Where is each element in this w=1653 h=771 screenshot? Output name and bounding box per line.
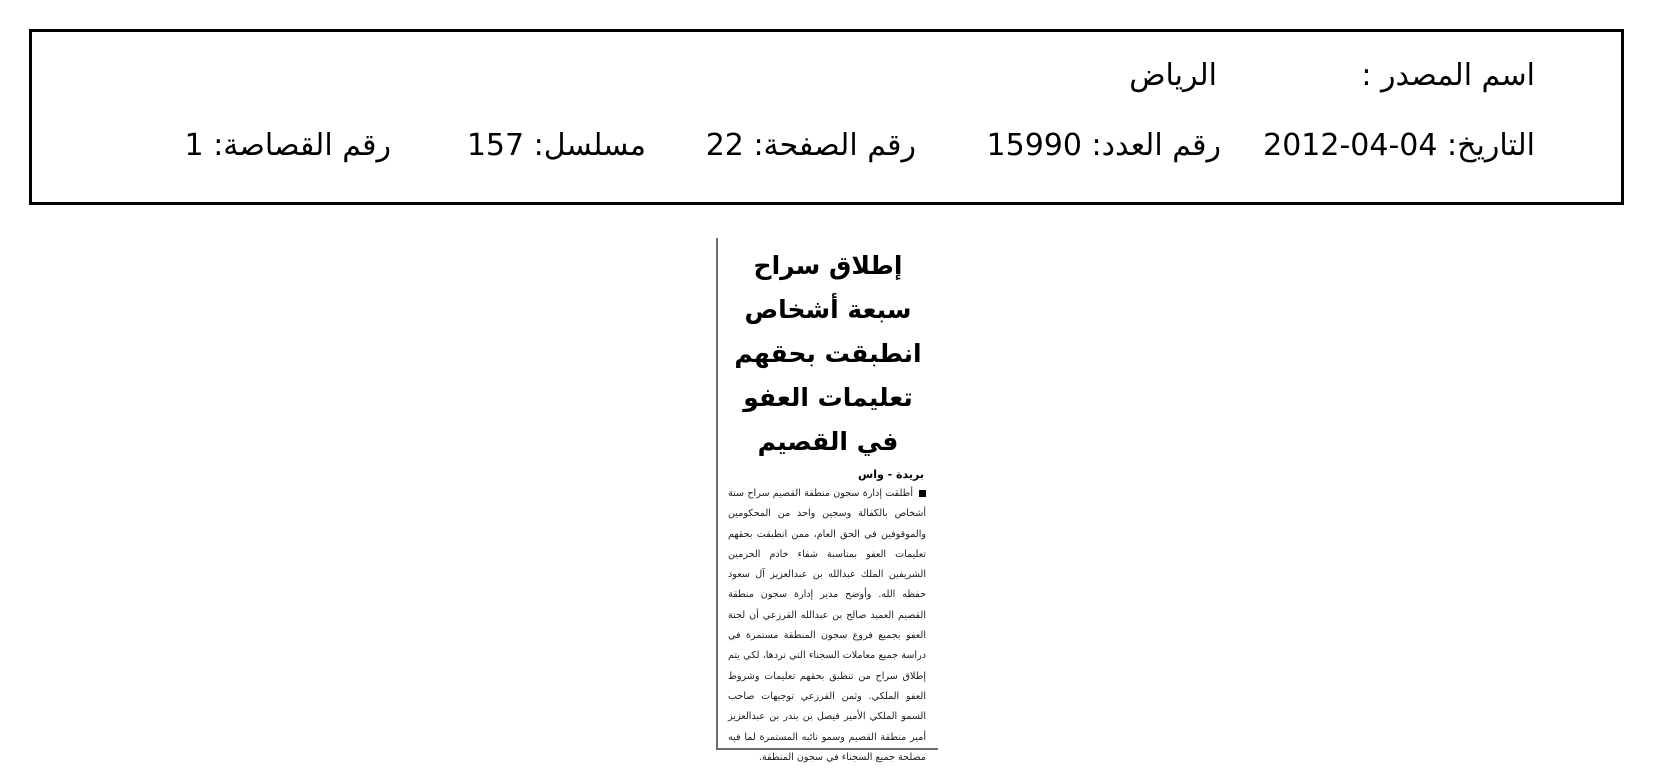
article-body [728, 484, 926, 768]
date-field [1263, 128, 1535, 164]
source-label: اسم المصدر : [1361, 58, 1535, 93]
source-value: الرياض [1129, 58, 1217, 93]
serial-label: مسلسل: [533, 128, 646, 163]
source-info-box [29, 29, 1624, 205]
clip-number-label: رقم القصاصة: [213, 128, 391, 163]
article-headline: إطلاق سراح سبعة أشخاص انطبقت بحقهم تعليمات العفو في القصيم [734, 251, 922, 456]
page-value: 22 [705, 128, 744, 163]
clip-number-field [185, 128, 391, 164]
issue-field [987, 128, 1221, 164]
clip-number-value: 1 [184, 128, 204, 163]
article-body-text: أطلقت إدارة سجون منطقة القصيم سراح ستة أشخاص بالكفالة وسجين واحد من المحكومين والموقوفين في الحق العام، ممن انطبقت بحقهم تعليمات العفو بمناسبة شفاء خادم الحرمين الشريفين الملك عبدالله بن عبدالعزيز آل سعود حفظه الله. وأوضح مدير إدارة سجون منطقة القصيم العميد صالح بن عبدالله القرزعي أن لجنة العفو بجميع فروع سجون المنطقة مستمرة في دراسة جميع معاملات السجناء التي تردها، لكي يتم إطلاق سراح من تنطبق بحقهم تعليمات وشروط العفو الملكي. وثمن القرزعي توجيهات صاحب السمو الملكي الأمير فيصل بن بندر بن عبدالعزيز أمير منطقة القصيم وسمو نائبه المستمرة لما فيه مصلحة جميع السجناء في سجون المنطقة. [728, 488, 926, 763]
page-label: رقم الصفحة: [753, 128, 916, 163]
issue-value: 15990 [986, 128, 1082, 163]
serial-value: 157 [466, 128, 525, 163]
date-value: 2012-04-04 [1263, 128, 1438, 163]
date-label: التاريخ: [1447, 128, 1535, 163]
article-dateline: بريدة - واس [858, 468, 924, 481]
serial-field [467, 128, 646, 164]
issue-label: رقم العدد: [1091, 128, 1221, 163]
bullet-icon [919, 490, 926, 497]
newspaper-clipping [716, 238, 938, 763]
page-field [706, 128, 916, 164]
